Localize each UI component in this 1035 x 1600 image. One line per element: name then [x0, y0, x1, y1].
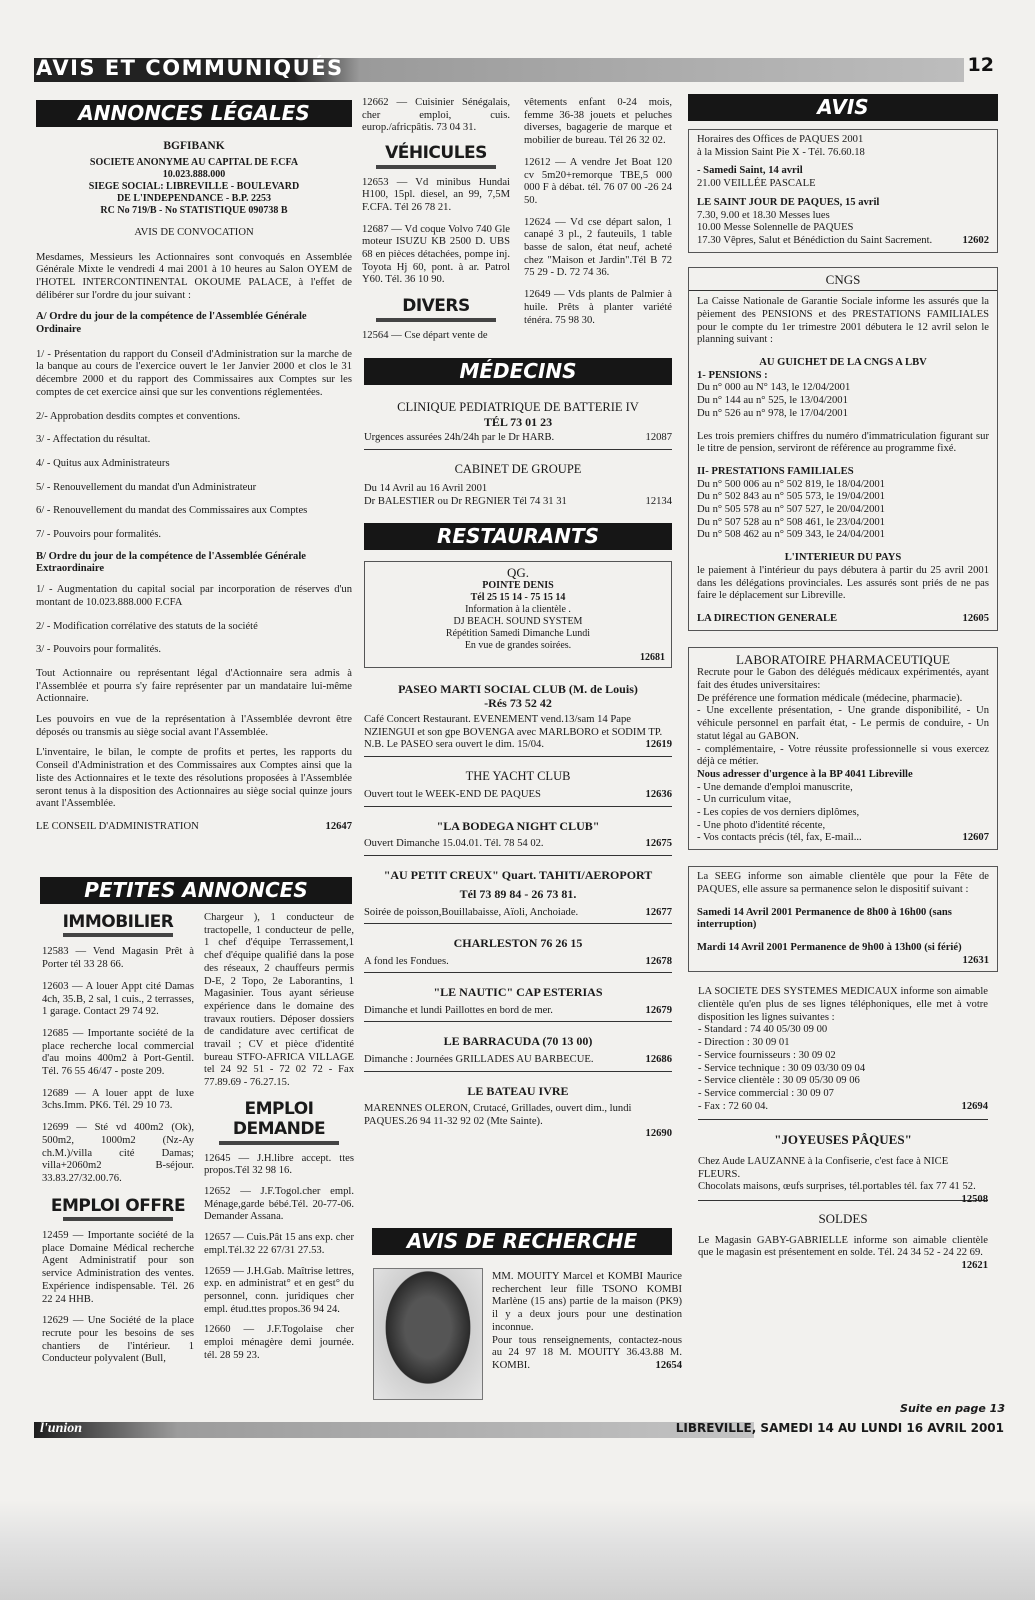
- notices-column: [688, 94, 998, 1273]
- ad-text-row: [364, 789, 672, 802]
- agenda-item: 3/ - Affectation du résultat.: [36, 434, 151, 446]
- restaurant-list: [364, 682, 672, 1141]
- classified-item: 12629 — Une Société de la place recrute pour les besoins de ses chantiers de l'intérieur. 1 Conducteur polyvalent (Bull,: [42, 1315, 194, 1365]
- ad-ref: 12621: [961, 1260, 988, 1272]
- ad-text: Ouvert tout le WEEK-END DE PAQUES: [364, 788, 541, 800]
- scan-margin: [0, 1500, 1035, 1600]
- legal-line: RC No 719/B - No STATISTIQUE 090738 B: [100, 204, 288, 216]
- soldes-notice: [688, 1211, 998, 1273]
- ad-ref: 12675: [645, 838, 672, 850]
- banner-restaurants: RESTAURANTS: [364, 523, 672, 550]
- list-item: - Une demande d'emploi manuscrite,: [697, 781, 853, 793]
- notice-paragraph: le paiement à l'intérieur du pays débutera à partir du 25 avril 2001 dans les délégations provinciales. Les assurés sont priés de ne pas faire le déplacement sur Libreville.: [697, 564, 989, 602]
- classified-item: 12645 — J.H.libre accept. ttes propos.Tél 32 98 16.: [204, 1152, 354, 1177]
- signature-text: LE CONSEIL D'ADMINISTRATION: [36, 821, 199, 832]
- notice-line: à la Mission Saint Pie X - Tél. 76.60.18: [697, 146, 865, 158]
- notice-text: MM. MOUITY Marcel et KOMBI Maurice recherchent leur fille TSONO KOMBI Marlène (15 ans) partie de la maison (PK9) il y a deux jours pour une destination inconnue.: [492, 1271, 682, 1333]
- notice-contact: Pour tous renseignements, contactez-nous au 24 97 18 M. MOUITY 36.43.88 M. KOMBI.: [492, 1334, 682, 1371]
- schedule-line: Du n° 507 528 au n° 508 461, le 23/04/2001: [697, 516, 885, 528]
- agenda-item: 1/ - Augmentation du capital social par incorporation de réserves d'un montant de 10.023.888.000 F.CFA: [36, 584, 352, 608]
- divider: [689, 290, 997, 291]
- notice-line: 17.30 Vêpres, Salut et Bénédiction du Saint Sacrement.: [697, 234, 933, 246]
- heading-text: DIVERS: [402, 296, 470, 317]
- ad-ref: 12681: [640, 652, 665, 664]
- divider: [364, 1071, 672, 1072]
- list-item: - Un curriculum vitae,: [697, 794, 792, 806]
- legal-paragraph: Tout Actionnaire ou représentant légal d'Actionnaire sera admis à l'Assemblée et pourra s'y faire représenter par un mandataire lui-même Actionnaire.: [36, 667, 352, 705]
- ad-text-row: [364, 1005, 672, 1018]
- cabinet-name: CABINET DE GROUPE: [454, 462, 582, 477]
- ad-text: Café Concert Restaurant. EVENEMENT vend.13/sam 14 Pape NZIENGUI et son gpe BOVENGA avec MARLBORO et SODIM TP.: [364, 713, 663, 738]
- cngs-notice: [688, 267, 998, 631]
- ad-ref: 12636: [645, 788, 672, 800]
- classified-continuation: Chargeur ), 1 conducteur de tractopelle, 1 conducteur de pelle, 1 chef d'équipe Terrassement,1 chef d'équipe qualifié dans la pose des réseaux, 2 chauffeurs permis D-E, 2 Topo, 2e Laborantins, 1 Magasinier. Tous ayant sérieuse expérience dans le domaine des travaux routiers. Déposer dossiers de candidature avec certificat de travail ; CV et pièce d'identité bureau STFO-AFRICA VILLAGE tel 24 92 51 - 72 02 72 - Fax 77.89.69 - 76.27.15.: [204, 912, 354, 1089]
- divider: [364, 923, 672, 924]
- ad-name: LE BATEAU IVRE: [467, 1083, 569, 1098]
- ad-text-row: [364, 838, 672, 851]
- divider: [698, 1200, 988, 1201]
- list-item: - Standard : 74 40 05/30 09 00: [698, 1024, 828, 1036]
- notice-subtitle: 1- PENSIONS :: [697, 369, 768, 381]
- seeg-notice: [688, 866, 998, 972]
- missing-person-photo: [373, 1268, 483, 1400]
- divider: [364, 756, 672, 757]
- qg-ad: [364, 561, 672, 669]
- heading-text: VÉHICULES: [385, 143, 487, 164]
- ad-line: Tél 25 15 14 - 75 15 14: [470, 592, 566, 604]
- classifieds-col-c: [362, 97, 510, 342]
- agenda-item: 2/ - Modification corrélative des statuts de la société: [36, 620, 258, 632]
- classified-item: 12689 — A louer appt de luxe 3chs.Imm. PK6. Tél. 29 10 73.: [42, 1087, 194, 1112]
- notice-line: 7.30, 9.00 et 18.30 Messes lues: [697, 209, 830, 221]
- schedule-line: Du n° 526 au n° 978, le 17/04/2001: [697, 407, 848, 419]
- heading-underline: [376, 165, 496, 169]
- ad-name: PASEO MARTI SOCIAL CLUB (M. de Louis): [398, 682, 638, 697]
- cabinet-dates: Du 14 Avril au 16 Avril 2001: [364, 483, 488, 495]
- classified-item: 12662 — Cuisinier Sénégalais, cher emploi, cuis. europ./africpâtis. 73 04 31.: [362, 97, 510, 134]
- notice-line-row: [697, 235, 989, 248]
- list-item-row: [698, 1101, 988, 1114]
- legal-line: SOCIETE ANONYME AU CAPITAL DE F.CFA: [89, 156, 299, 168]
- classified-item: 12612 — A vendre Jet Boat 120 cv 5m20+remorque TBE,5 000 000 F à débat. tél. 76 07 00 -26 24 50.: [524, 156, 672, 206]
- schedule-line: Du n° 500 006 au n° 502 819, le 18/04/2001: [697, 478, 885, 490]
- notice-title: CNGS: [825, 271, 861, 287]
- divider: [364, 806, 672, 807]
- ad-text: MARENNES OLERON, Crutacé, Grillades, ouvert dim., lundi PAQUES.26 94 11-32 92 02 (Mte Sainte).: [364, 1102, 632, 1127]
- divider: [364, 1021, 672, 1022]
- restaurant-ad: [364, 769, 672, 807]
- ad-name: THE YACHT CLUB: [465, 768, 571, 783]
- ad-ref: 12677: [645, 906, 672, 918]
- ad-ref: 12678: [645, 955, 672, 967]
- classified-item: 12653 — Vd minibus Hundai H100, 15pl. diesel, an 99, 7,5M F.CFA. Tél 26 78 21.: [362, 176, 510, 213]
- list-item-row: [697, 832, 989, 845]
- heading-text: EMPLOI OFFRE: [50, 1195, 186, 1216]
- ad-ref: 12602: [962, 234, 989, 246]
- restaurant-ad: [364, 819, 672, 856]
- legal-paragraph: Les pouvoirs en vue de la représentation à l'Assemblée devront être déposés ou transmis au siège social avant l'Assemblée.: [36, 714, 352, 738]
- notice-line: Horaires des Offices de PAQUES 2001: [697, 134, 864, 145]
- ad-text2: N.B. Le PASEO sera ouvert le dim. 15/04.: [364, 739, 544, 751]
- agenda-b-heading: B/ Ordre du jour de la compétence de l'Assemblée Générale Extraordinaire: [36, 550, 307, 575]
- joyeuses-paques-notice: [688, 1132, 998, 1206]
- notice-paragraph: Le Magasin GABY-GABRIELLE informe son aimable clientèle que le magasin est présentement en solde. Tél. 24 34 52 - 24 22 69.: [698, 1234, 988, 1259]
- ad-line: Répétition Samedi Dimanche Lundi: [445, 628, 591, 640]
- agenda-item: 7/ - Pouvoirs pour formalités.: [36, 529, 162, 541]
- continued-note: Suite en page 13: [900, 1402, 1005, 1415]
- ad-line: POINTE DENIS: [482, 580, 554, 592]
- divider: [364, 855, 672, 856]
- notice-line: 10.00 Messe Solennelle de PAQUES: [697, 222, 854, 234]
- agenda-a-heading: A/ Ordre du jour de la compétence de l'Assemblée Générale Ordinaire: [36, 311, 307, 336]
- newspaper-brand: l'union: [40, 1421, 83, 1436]
- classified-item: 12649 — Vds plants de Palmier à huile. Prêts à planter variété ténéra. 75 98 30.: [524, 289, 672, 326]
- ad-ref: 12690: [645, 1128, 672, 1140]
- ad-name: "AU PETIT CREUX" Quart. TAHITI/AEROPORT: [383, 867, 653, 882]
- heading-underline: [219, 1141, 339, 1145]
- notice-line: 21.00 VEILLÉE PASCALE: [697, 178, 816, 190]
- ad-ref: 12619: [645, 739, 672, 751]
- section-title: AVIS ET COMMUNIQUÉS: [36, 56, 344, 80]
- notice-text-row: [492, 1335, 682, 1373]
- classifieds-col-b: [204, 912, 354, 1362]
- clinic-phone: TÉL 73 01 23: [483, 415, 553, 429]
- notice-title: "JOYEUSES PÂQUES": [774, 1132, 912, 1148]
- restaurant-ad: [364, 1084, 672, 1142]
- ad-ref: 12654: [655, 1359, 682, 1371]
- ad-line: Information à la clientèle .: [465, 604, 571, 616]
- page-header: [34, 54, 1006, 86]
- ad-text-row: [364, 956, 672, 969]
- cabinet-doctors-row: [364, 496, 672, 509]
- notice-signature: LA DIRECTION GENERALE: [697, 612, 838, 624]
- schedule-line: Du n° 502 843 au n° 505 573, le 19/04/2001: [697, 491, 885, 503]
- schedule-line: Du n° 000 au N° 143, le 12/04/2001: [697, 382, 851, 394]
- notice-subtitle: AU GUICHET DE LA CNGS A LBV: [759, 357, 927, 369]
- heading-text: EMPLOI DEMANDE: [232, 1098, 326, 1140]
- ad-text: Dimanche : Journées GRILLADES AU BARBECUE.: [364, 1053, 594, 1065]
- ad-text-row: [364, 1054, 672, 1067]
- list-item: - Service fournisseurs : 30 09 02: [698, 1049, 836, 1061]
- list-item: - Une photo d'identité récente,: [697, 819, 826, 831]
- notice-line: - Samedi Saint, 14 avril: [697, 165, 803, 177]
- notice-line-row: [698, 1181, 988, 1206]
- notice-line: LE SAINT JOUR DE PAQUES, 15 avril: [697, 196, 880, 208]
- ad-sub: Tél 73 89 84 - 26 73 81.: [459, 887, 577, 902]
- list-item: - Service commercial : 30 09 07: [698, 1087, 834, 1099]
- heading-underline: [63, 1217, 173, 1221]
- banner-medecins: MÉDECINS: [364, 358, 672, 385]
- notice-intro: La Caisse Nationale de Garantie Sociale informe les assurés que la pèiement des PENSIONS et des PRESTATIONS FAMILIALES pour le compte du 1er trimestre 2001 débutera le 12 avril selon le planning suivant :: [697, 296, 989, 346]
- heading-vehicules: [362, 143, 510, 168]
- restaurant-ad: [364, 936, 672, 973]
- ad-text: Ouvert Dimanche 15.04.01. Tél. 78 54 02.: [364, 838, 544, 850]
- notice-paragraph: Les trois premiers chiffres du numéro d'immatriculation figurant sur le titre de pension, serviront de référence au programme fixé.: [697, 430, 989, 455]
- heading-immobilier: [42, 912, 194, 937]
- list-item: - Les copies de vos derniers diplômes,: [697, 807, 860, 819]
- cabinet-doctors: Dr BALESTIER ou Dr REGNIER Tél 74 31 31: [364, 495, 567, 507]
- ad-ref: 12607: [962, 832, 989, 844]
- classified-item: 12603 — A louer Appt cité Damas 4ch, 35.B, 2 sal, 1 cuis., 2 terrasses, 1 garage. Contact 29 74 92.: [42, 980, 194, 1018]
- notice-subtitle: Nous adresser d'urgence à la BP 4041 Libreville: [697, 768, 913, 780]
- classifieds-col-d: [524, 97, 672, 327]
- classifieds-col-a: [42, 912, 194, 1366]
- page-number: 12: [967, 54, 994, 76]
- ad-line: DJ BEACH. SOUND SYSTEM: [453, 616, 583, 628]
- schedule-line: Du n° 505 578 au n° 507 527, le 20/04/2001: [697, 504, 885, 516]
- notice-title: LABORATOIRE PHARMACEUTIQUE: [736, 651, 950, 667]
- ad-name: "LA BODEGA NIGHT CLUB": [436, 818, 600, 833]
- heading-emploi-offre: [42, 1196, 194, 1221]
- notice-line: Samedi 14 Avril 2001 Permanence de 8h00 à 16h00 (sans interruption): [697, 906, 952, 931]
- ad-ref: 12134: [645, 495, 672, 507]
- ad-line: En vue de grandes soirées.: [464, 640, 572, 652]
- divider: [698, 1119, 988, 1120]
- notice-subtitle: II- PRESTATIONS FAMILIALES: [697, 465, 854, 477]
- clinic-text: Urgences assurées 24h/24h par le Dr HARB.: [364, 432, 555, 444]
- notice-line: Chocolats maisons, œufs surprises, tél.portables tél. fax 77 41 52.: [698, 1181, 976, 1193]
- restaurant-ad: [364, 868, 672, 924]
- heading-emploi-demande: [204, 1099, 354, 1145]
- classified-item: 12564 — Cse départ vente de: [362, 329, 488, 341]
- ad-ref: 12686: [645, 1053, 672, 1065]
- notice-intro: LA SOCIETE DES SYSTEMES MEDICAUX informe son aimable clientèle qu'en plus de ses lignes téléphoniques, elle met à votre disposition les lignes suivantes :: [698, 986, 988, 1023]
- heading-divers: [362, 296, 510, 321]
- ad-ref: 12508: [961, 1194, 988, 1206]
- schedule-line: Du n° 508 462 au n° 509 343, le 24/04/2001: [697, 529, 885, 541]
- list-item: - Fax : 72 60 04.: [698, 1100, 769, 1112]
- schedule-line: Du n° 144 au n° 525, le 13/04/2001: [697, 395, 848, 407]
- banner-avis: AVIS: [688, 94, 998, 121]
- agenda-item: 6/ - Renouvellement du mandat des Commissaires aux Comptes: [36, 505, 308, 517]
- classified-item: 12685 — Importante société de la place recherche local commercial d'au moins 400m2 à Port-Gentil. Tél. 76 55 46/47 - poste 209.: [42, 1027, 194, 1078]
- agenda-item: 3/ - Pouvoirs pour formalités.: [36, 644, 162, 656]
- classified-item: 12652 — J.F.Togol.cher empl. Ménage,garde bébé.Tél. 20-77-06. Demander Assana.: [204, 1186, 354, 1223]
- restaurant-ad: [364, 1034, 672, 1071]
- list-item: - Direction : 30 09 01: [698, 1037, 790, 1049]
- legal-paragraph: L'inventaire, le bilan, le compte de profits et pertes, les rapports du Conseil d'Administration et des Commissaires aux Comptes ainsi que la liste des Actionnaires et le texte des résolutions proposées à l'Assemblée seront tenus à la disposition des Actionnaires au siège social quinze jours avant l'Assemblée.: [36, 747, 352, 810]
- notice-paragraph: - complémentaire, - Votre réussite professionnelle si vous exercez déjà ce métier.: [697, 743, 989, 768]
- page-footer: [34, 1420, 1006, 1440]
- classified-item: 12657 — Cuis.Pât 15 ans exp. cher empl.Tél.32 22 67/31 27.53.: [204, 1232, 354, 1256]
- notice-title: SOLDES: [818, 1211, 868, 1227]
- notice-signature-row: [697, 613, 989, 626]
- classified-item: 12583 — Vend Magasin Prêt à Porter tél 33 28 66.: [42, 946, 194, 971]
- classified-item: 12624 — Vd cse départ salon, 1 canapé 3 pl., 2 fauteuils, 1 table basse de salon, état neuf, acheté chez "Maison et Jardin".Tél B 72 75 29 - D. 72 74 36.: [524, 216, 672, 279]
- ad-text-row: [364, 739, 672, 752]
- notice-intro: Recrute pour le Gabon des délégués médicaux expérimentés, ayant fait des études universitaires:: [697, 667, 989, 691]
- legal-line: 10.023.888.000: [162, 168, 226, 180]
- notice-line: Chez Aude LAUZANNE à la Confiserie, c'est face à NICE FLEURS.: [698, 1155, 949, 1180]
- notice-subtitle: L'INTERIEUR DU PAYS: [784, 552, 902, 564]
- restaurant-ad: [364, 682, 672, 757]
- convocation-title: AVIS DE CONVOCATION: [134, 226, 254, 238]
- divider: [364, 449, 672, 450]
- list-item: - Vos contacts précis (tél, fax, E-mail...: [697, 832, 862, 844]
- classified-item: 12660 — J.F.Togolaise cher emploi ménagère demi journée. tél. 28 59 23.: [204, 1324, 354, 1361]
- banner-annonces-legales: ANNONCES LÉGALES: [36, 100, 352, 127]
- restaurant-ad: [364, 985, 672, 1022]
- agenda-item: 2/- Approbation desdits comptes et conventions.: [36, 410, 241, 422]
- classified-item: 12659 — J.H.Gab. Maîtrise lettres, exp. en administrat° et en gest° du personnel, conn. juridiques cher empl. étud.ttes propos.36 94 24.: [204, 1265, 354, 1315]
- ad-name: CHARLESTON 76 26 15: [453, 936, 583, 951]
- ad-ref: 12694: [961, 1100, 988, 1112]
- ad-text-row: [364, 907, 672, 920]
- middle-column: [364, 358, 672, 1141]
- footer-band: [34, 1422, 754, 1438]
- classified-item: 12687 — Vd coque Volvo 740 Gle moteur ISUZU KB 2500 D. UBS 68 en pièces détachées, pompe inj. Toyota Hj 60, pont. à ar. Patrol Y60. Tél. 36 10 90.: [362, 223, 510, 286]
- classified-continuation: vêtements enfant 0-24 mois, femme 36-38 jouets et peluches diverses, bagagerie de marque et mobilier de bureau. Tél 26 32 02.: [524, 97, 672, 147]
- clinic-name: CLINIQUE PEDIATRIQUE DE BATTERIE IV: [397, 400, 639, 414]
- issue-date: LIBREVILLE, SAMEDI 14 AU LUNDI 16 AVRIL 2001: [675, 1421, 1004, 1435]
- paques-notice: [688, 129, 998, 253]
- heading-underline: [63, 933, 173, 937]
- ad-sub: -Rés 73 52 42: [484, 696, 552, 711]
- ssm-notice: [688, 986, 998, 1120]
- ad-ref: 12647: [325, 821, 352, 832]
- list-item: - Service clientèle : 30 09 05/30 09 06: [698, 1075, 860, 1087]
- classified-item: 12459 — Importante société de la place Domaine Médical recherche Agent Administratif pour son service Administration des ventes. Expérience indispensable. Tél. 26 22 24 HHB.: [42, 1230, 194, 1305]
- legal-signature: [36, 821, 352, 834]
- notice-intro: La SEEG informe son aimable clientèle que pour la Fête de PAQUES, elle assure sa permanence selon le dispositif suivant :: [697, 871, 989, 895]
- banner-petites-annonces: PETITES ANNONCES: [40, 877, 352, 904]
- missing-person-notice: [492, 1271, 682, 1373]
- heading-underline: [376, 318, 496, 322]
- agenda-item: 1/ - Présentation du rapport du Conseil d'Administration sur la marche de la banque au cours de l'exercice ouvert le 1er Janvier 2000 et clos le 31 décembre 2000 et du rapport des Commissaires aux Comptes sur les comptes de cet exercice ainsi que sur les conventions réglementées.: [36, 348, 352, 398]
- notice-paragraph: De préférence une formation médicale (médecine, pharmacie).: [697, 692, 963, 704]
- ad-name: LE BARRACUDA (70 13 00): [443, 1034, 593, 1049]
- legal-line: SIEGE SOCIAL: LIBREVILLE - BOULEVARD: [88, 180, 300, 192]
- labo-notice: [688, 647, 998, 850]
- ad-ref: 12087: [645, 432, 672, 444]
- banner-avis-de-recherche: AVIS DE RECHERCHE: [372, 1228, 672, 1255]
- ad-text: A fond les Fondues.: [364, 955, 449, 967]
- list-item: - Service technique : 30 09 03/30 09 04: [698, 1062, 866, 1074]
- ad-name: "LE NAUTIC" CAP ESTERIAS: [433, 985, 603, 1000]
- ad-name: QG.: [506, 564, 530, 580]
- ad-ref: 12605: [962, 612, 989, 624]
- heading-text: IMMOBILIER: [62, 912, 174, 932]
- ad-ref: 12631: [962, 954, 989, 966]
- ad-text: Soirée de poisson,Bouillabaisse, Aïoli, Anchoiade.: [364, 906, 579, 918]
- legal-notices-column: [36, 100, 352, 834]
- notice-paragraph: - Une excellente présentation, - Une grande disponibilité, - Un véhicule personnel en parfait état, - Le permis de conduire, - Un statut légal au GABON.: [697, 705, 989, 742]
- ad-ref: 12679: [645, 1004, 672, 1016]
- legal-line: DE L'INDEPENDANCE - B.P. 2253: [116, 192, 272, 204]
- agenda-item: 5/ - Renouvellement du mandat d'un Administrateur: [36, 481, 257, 493]
- agenda-item: 4/ - Quitus aux Administrateurs: [36, 457, 170, 469]
- legal-company: BGFIBANK: [163, 140, 225, 152]
- divider: [364, 972, 672, 973]
- ad-text: Dimanche et lundi Paillottes en bord de mer.: [364, 1004, 553, 1016]
- classified-item: 12699 — Sté vd 400m2 (Ok), 500m2, 1000m2 (Nz-Ay ch.M.)/villa cité Damas; villa+2060m2 B-séjour. 33.83.27/32.00.76.: [42, 1122, 194, 1184]
- notice-line: Mardi 14 Avril 2001 Permanence de 9h00 à 13h00 (si férié): [697, 941, 962, 953]
- convocation-intro: Mesdames, Messieurs les Actionnaires sont convoqués en Assemblée Générale Mixte le vendredi 4 mai 2001 à 10 heures au Salon OYEM de l'HOTEL INTERCONTINENTAL OKOUME PALACE, à l'effet de délibérer sur l'ordre du jour suivant :: [36, 251, 352, 301]
- clinic-text-row: [364, 432, 672, 445]
